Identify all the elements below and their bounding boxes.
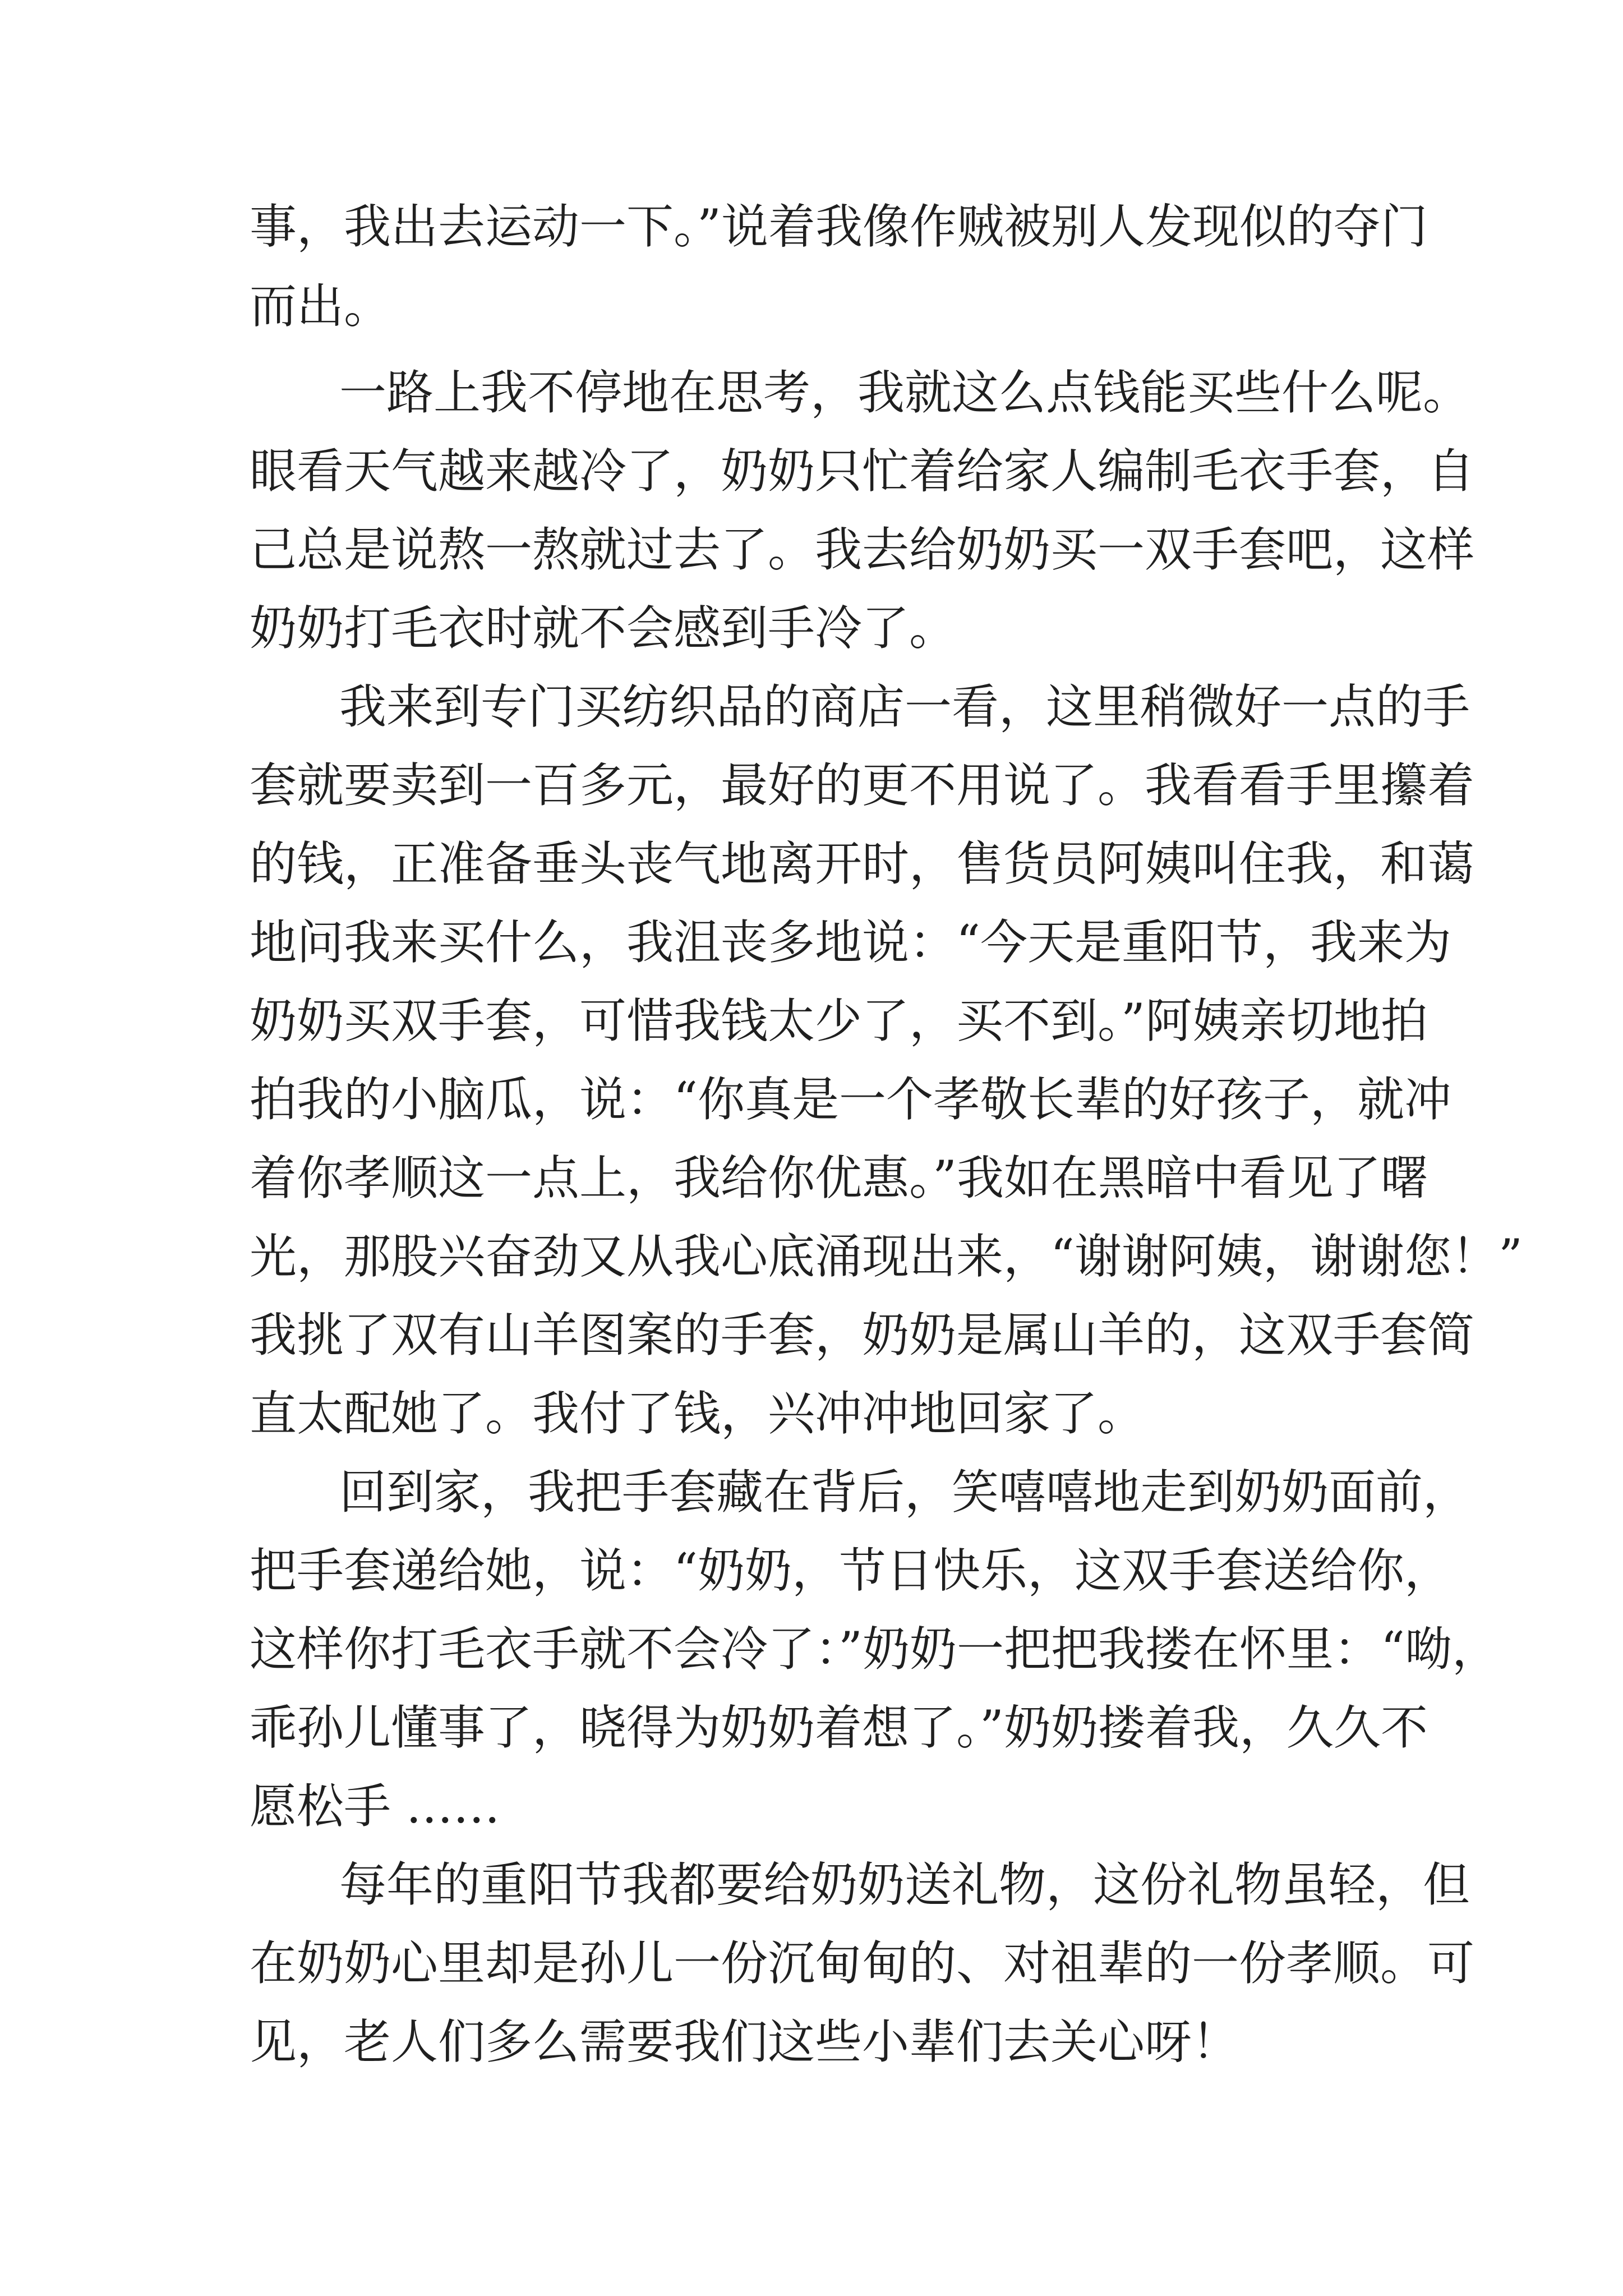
paragraph-4-line-3: 这样你打毛衣手就不会冷了：”奶奶一把把我搂在怀里：“呦， [250, 1622, 1499, 1677]
paragraph-3-line-4: 地问我来买什么，我沮丧多地说：“今天是重阳节，我来为 [250, 915, 1451, 970]
paragraph-3-line-6: 拍我的小脑瓜，说：“你真是一个孝敬长辈的好孩子，就冲 [250, 1072, 1451, 1127]
paragraph-5-line-3: 见，老人们多么需要我们这些小辈们去关心呀！ [250, 2014, 1239, 2069]
paragraph-4-line-2: 把手套递给她，说：“奶奶，节日快乐，这双手套送给你， [250, 1543, 1451, 1598]
paragraph-3-line-5: 奶奶买双手套，可惜我钱太少了，买不到。”阿姨亲切地拍 [250, 993, 1428, 1048]
paragraph-3-line-3: 的钱，正准备垂头丧气地离开时，售货员阿姨叫住我，和蔼 [250, 836, 1475, 891]
paragraph-2-line-3: 己总是说熬一熬就过去了。我去给奶奶买一双手套吧，这样 [250, 522, 1475, 577]
paragraph-2-line-4: 奶奶打毛衣时就不会感到手冷了。 [250, 601, 957, 656]
paragraph-4-line-4: 乖孙儿懂事了，晓得为奶奶着想了。”奶奶搂着我，久久不 [250, 1700, 1428, 1755]
paragraph-1-line-2: 而出。 [250, 279, 391, 334]
paragraph-3-line-9: 我挑了双有山羊图案的手套，奶奶是属山羊的，这双手套简 [250, 1308, 1475, 1363]
paragraph-5-line-2: 在奶奶心里却是孙儿一份沉甸甸的、对祖辈的一份孝顺。可 [250, 1936, 1475, 1991]
paragraph-3-line-1: 我来到专门买纺织品的商店一看，这里稍微好一点的手 [339, 679, 1470, 734]
paragraph-3-line-7: 着你孝顺这一点上，我给你优惠。”我如在黑暗中看见了曙 [250, 1151, 1428, 1205]
paragraph-5-line-1: 每年的重阳节我都要给奶奶送礼物，这份礼物虽轻，但 [339, 1857, 1470, 1912]
paragraph-3-line-2: 套就要卖到一百多元，最好的更不用说了。我看看手里攥着 [250, 758, 1475, 813]
paragraph-3-line-8: 光，那股兴奋劲又从我心底涌现出来，“谢谢阿姨，谢谢您！” [250, 1229, 1523, 1284]
paragraph-2-line-2: 眼看天气越来越冷了，奶奶只忙着给家人编制毛衣手套，自 [250, 444, 1475, 499]
paragraph-1-line-1: 事，我出去运动一下。”说着我像作贼被别人发现似的夺门 [250, 199, 1428, 254]
paragraph-4-line-1: 回到家，我把手套藏在背后，笑嘻嘻地走到奶奶面前， [339, 1465, 1470, 1520]
paragraph-3-line-10: 直太配她了。我付了钱，兴冲冲地回家了。 [250, 1386, 1145, 1441]
paragraph-4-line-5: 愿松手 …… [250, 1779, 500, 1834]
paragraph-2-line-1: 一路上我不停地在思考，我就这么点钱能买些什么呢。 [339, 365, 1470, 420]
